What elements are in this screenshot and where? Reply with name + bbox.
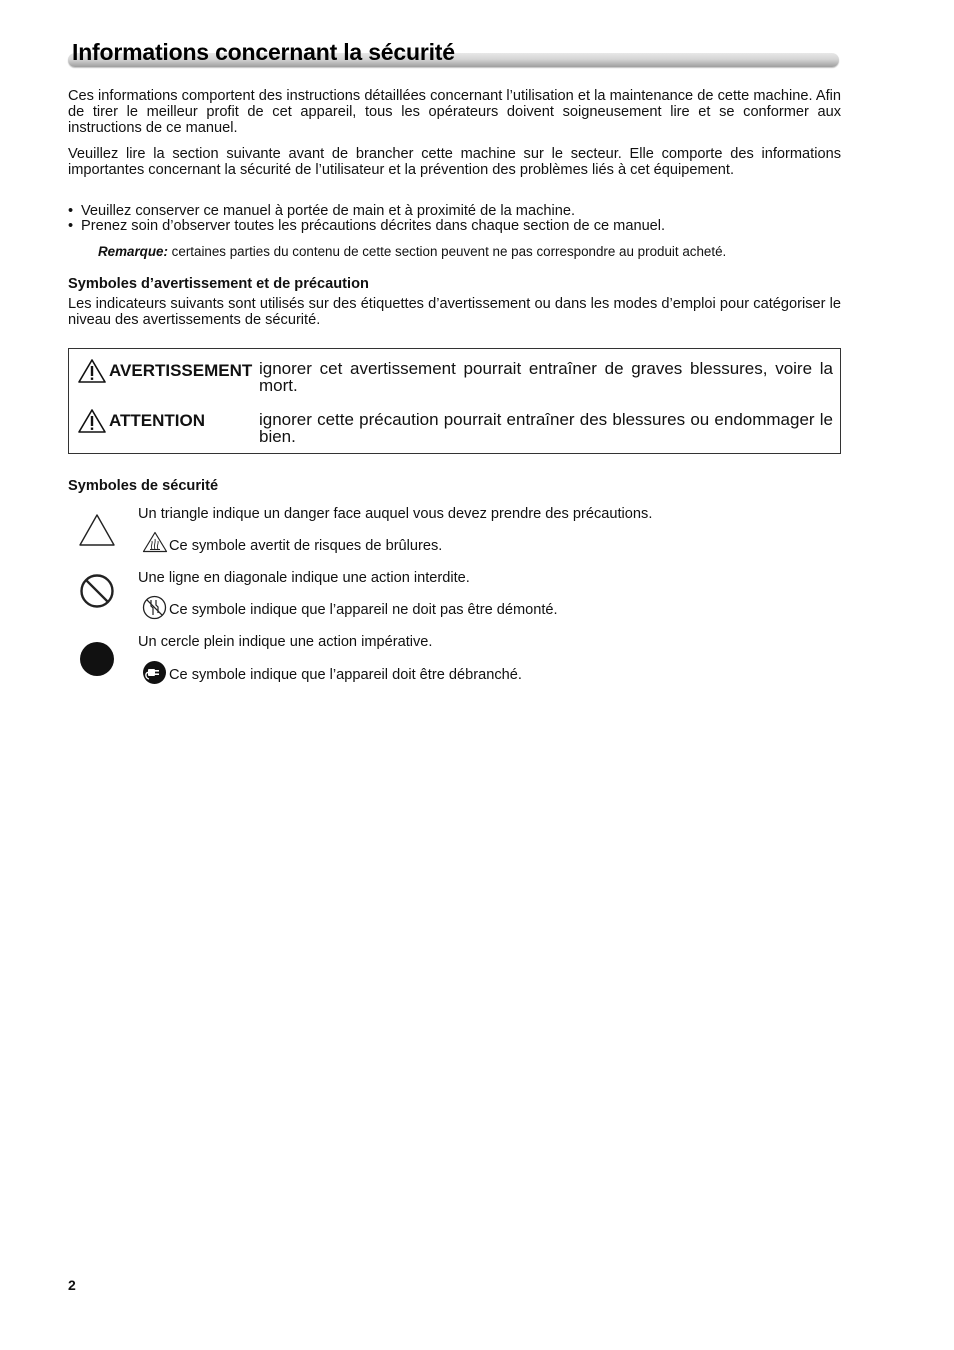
bullet-text: Veuillez conserver ce manuel à portée de main et à proximité de la machine. [81,203,576,219]
bullet-dot: • [68,218,74,234]
unplug-icon [142,660,167,685]
warning-label [77,358,252,384]
filled-circle-icon [78,640,116,678]
burn-hazard-icon [142,531,168,553]
burn-hazard-description: Ce symbole avertit de risques de brûlures. [169,538,443,554]
no-disassembly-icon [142,595,167,620]
prohibition-icon [78,572,116,610]
intro-paragraph-2: Veuillez lire la section suivante avant de brancher cette machine sur le secteur. Elle comporte des informations importantes concernant la sécurité de l’utilisateur et la prévention des problèmes liés à cet équipement. [68,146,841,178]
title-bar [68,37,841,70]
unplug-description: Ce symbole indique que l’appareil doit être débranché. [169,667,522,683]
page-title: Informations concernant la sécurité [72,39,455,65]
note-text: certaines parties du contenu de cette section peuvent ne pas correspondre au produit acheté. [167,244,727,259]
note [98,244,726,259]
warning-triangle-icon [77,408,107,434]
caution-label-text: ATTENTION [109,411,206,430]
page-number: 2 [68,1277,76,1293]
bullet-text: Prenez soin d’observer toutes les précautions décrites dans chaque section de ce manuel. [81,218,666,234]
filled-circle-description: Un cercle plein indique une action impérative. [138,634,433,650]
triangle-icon [78,513,116,547]
bullet-dot: • [68,203,74,219]
caution-description: ignorer cette précaution pourrait entraîner des blessures ou endommager le bien. [259,410,833,446]
warning-symbols-description: Les indicateurs suivants sont utilisés sur des étiquettes d’avertissement ou dans les modes d’emploi pour catégoriser le niveau des avertissements de sécurité. [68,296,841,328]
warning-description: ignorer cet avertissement pourrait entraîner de graves blessures, voire la mort. [259,359,833,395]
prohibition-description: Une ligne en diagonale indique une action interdite. [138,570,470,586]
intro-paragraph-1: Ces informations comportent des instructions détaillées concernant l’utilisation et la maintenance de cette machine. Afin de tirer le meilleur profit de cet appareil, tous les opérateurs doivent soigneusement lire et se conformer aux instructions de ce manuel. [68,88,841,136]
safety-symbols-heading: Symboles de sécurité [68,478,219,494]
triangle-description: Un triangle indique un danger face auquel vous devez prendre des précautions. [138,506,653,522]
bullet-item [68,204,841,219]
warning-label-text: AVERTISSEMENT [109,361,253,380]
no-disassembly-description: Ce symbole indique que l’appareil ne doit pas être démonté. [169,602,558,618]
warning-levels-box [68,348,841,454]
warning-triangle-icon [77,358,107,384]
warning-symbols-heading: Symboles d’avertissement et de précaution [68,276,369,292]
note-label: Remarque: [98,244,168,259]
bullet-item [68,219,841,234]
caution-label [77,408,205,434]
bullet-list [68,204,841,234]
